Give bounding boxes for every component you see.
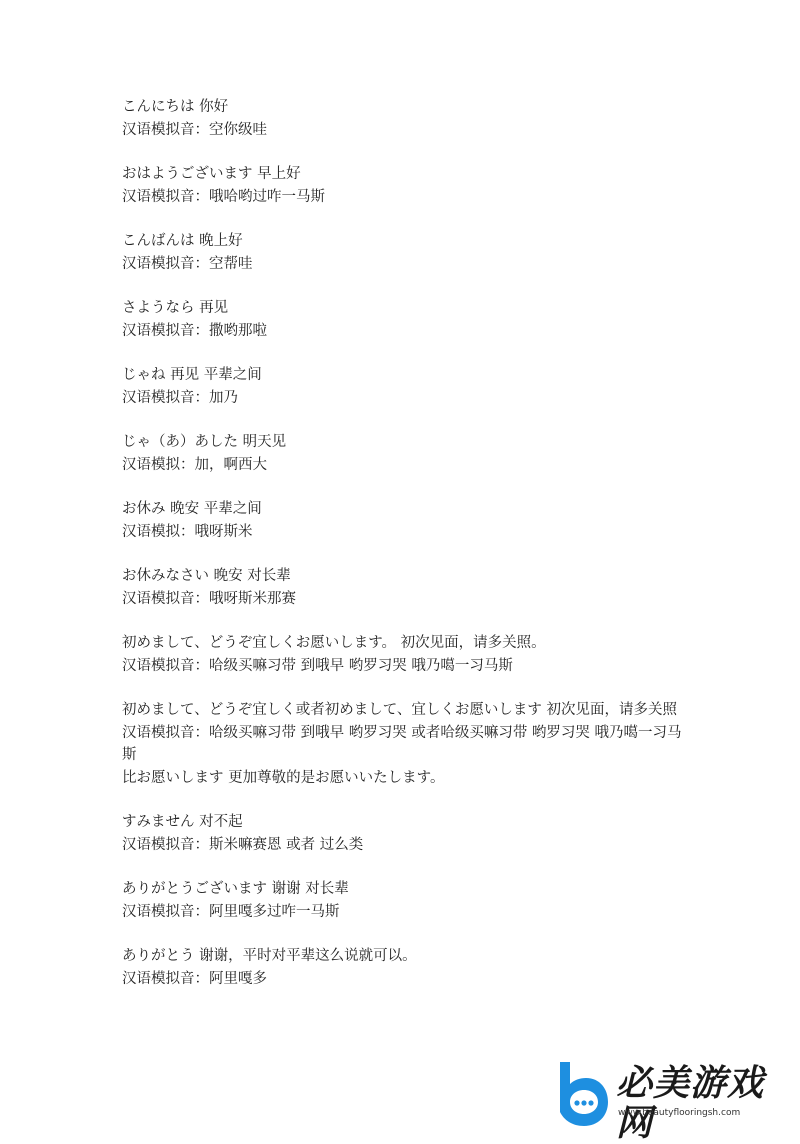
entry-5 [122, 364, 682, 409]
entry-8-line-1: お休みなさい 晚安 对长辈 [122, 568, 291, 584]
entry-10-line-2: 汉语模拟音：哈级买嘛习带 到哦早 哟罗习哭 或者哈级买嘛习带 哟罗习哭 哦乃噶一习马斯 [122, 724, 682, 763]
entry-12-line-1: ありがとうございます 谢谢 对长辈 [122, 881, 349, 897]
entry-9-line-1: 初めまして、どうぞ宜しくお愿いします。 初次见面，请多关照。 [122, 635, 546, 651]
entry-10-line-1: 初めまして、どうぞ宜しく或者初めまして、宜しくお愿いします 初次见面，请多关照 [122, 702, 678, 718]
entry-13 [122, 945, 682, 990]
entry-9 [122, 632, 682, 677]
entry-13-line-1: ありがとう 谢谢，平时对平辈这么说就可以。 [122, 948, 417, 964]
entry-12-line-2: 汉语模拟音：阿里嘎多过咋一马斯 [122, 903, 340, 920]
entry-2-line-1: おはようございます 早上好 [122, 166, 301, 182]
document-body [122, 96, 682, 1012]
entry-8-line-2: 汉语模拟音：哦呀斯米那赛 [122, 590, 296, 607]
entry-1-line-2: 汉语模拟音：空你级哇 [122, 121, 267, 138]
entry-4-line-2: 汉语模拟音：撒哟那啦 [122, 322, 267, 339]
entry-7-line-2: 汉语模拟：哦呀斯米 [122, 523, 253, 540]
entry-3 [122, 230, 682, 275]
entry-9-line-2: 汉语模拟音：哈级买嘛习带 到哦早 哟罗习哭 哦乃噶一习马斯 [122, 657, 513, 674]
entry-2 [122, 163, 682, 208]
entry-7-line-1: お休み 晚安 平辈之间 [122, 501, 262, 517]
watermark-url: www.beautyflooringsh.com [618, 1108, 741, 1118]
entry-6 [122, 431, 682, 476]
entry-11-line-1: すみません 对不起 [122, 814, 243, 830]
entry-5-line-1: じゃね 再见 平辈之间 [122, 367, 262, 383]
entry-10 [122, 699, 682, 789]
entry-5-line-2: 汉语模拟音：加乃 [122, 389, 238, 406]
entry-2-line-2: 汉语模拟音：哦哈哟过咋一马斯 [122, 188, 325, 205]
entry-10-line-3: 比お愿いします 更加尊敬的是お愿いいたします。 [122, 769, 445, 786]
entry-6-line-2: 汉语模拟：加，啊西大 [122, 456, 267, 473]
entry-1-line-1: こんにちは 你好 [122, 99, 229, 115]
entry-11 [122, 811, 682, 856]
entry-6-line-1: じゃ（あ）あした 明天见 [122, 434, 287, 450]
speech-bubble-logo-icon [546, 1058, 612, 1128]
entry-4-line-1: さようなら 再见 [122, 300, 229, 316]
entry-7 [122, 498, 682, 543]
site-watermark [546, 1058, 796, 1144]
entry-3-line-1: こんばんは 晚上好 [122, 233, 243, 249]
entry-13-line-2: 汉语模拟音：阿里嘎多 [122, 970, 267, 987]
watermark-title: 必美游戏网 [616, 1063, 765, 1144]
entry-3-line-2: 汉语模拟音：空帮哇 [122, 255, 253, 272]
entry-1 [122, 96, 682, 141]
entry-12 [122, 878, 682, 923]
entry-8 [122, 565, 682, 610]
entry-11-line-2: 汉语模拟音：斯米嘛赛恩 或者 过么类 [122, 836, 364, 853]
entry-4 [122, 297, 682, 342]
